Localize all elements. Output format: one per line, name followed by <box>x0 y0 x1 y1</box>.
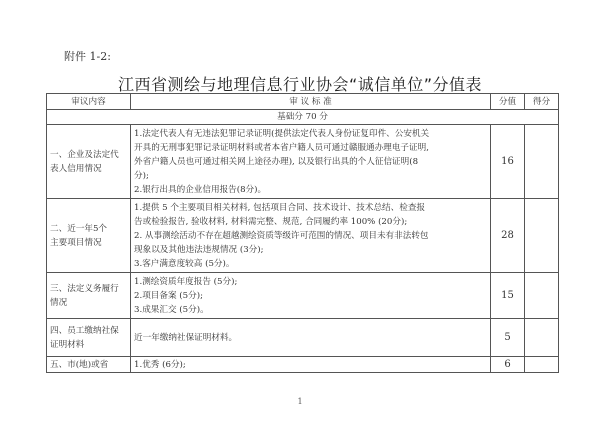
table-row <box>47 357 559 373</box>
table-row <box>47 319 559 357</box>
row-score: 28 <box>491 199 525 273</box>
row-category: 三、法定义务履行 情况 <box>47 273 131 319</box>
row-criteria: 近一年缴纳社保证明材料。 <box>131 319 491 357</box>
row-score: 15 <box>491 273 525 319</box>
row-criteria: 1.法定代表人有无违法犯罪记录证明(提供法定代表人身份证复印件、公安机关 开具的无刑事犯罪记录证明材料或者本省户籍人员可通过赣服通办理电子证明, 外省户籍人员也可通过相关网上途径办理), 以及银行出具的个人征信证明(8 分); 2.银行出具的企业信用报告(8分)。 <box>131 125 491 199</box>
attachment-label: 附件 1-2: <box>64 50 111 63</box>
row-category: 一、企业及法定代 表人信用情况 <box>47 125 131 199</box>
row-obtained[interactable] <box>525 273 559 319</box>
header-score: 分值 <box>491 94 525 110</box>
row-category: 二、近一年5个 主要项目情况 <box>47 199 131 273</box>
page-number: 1 <box>297 397 303 406</box>
row-score: 6 <box>491 357 525 373</box>
table-row <box>47 273 559 319</box>
row-criteria: 1.测绘资质年度报告 (5分); 2.项目备案 (5分); 3.成果汇交 (5分)。 <box>131 273 491 319</box>
base-score-band: 基础分 70 分 <box>47 110 559 125</box>
header-standard: 审 议 标 准 <box>131 94 491 110</box>
row-obtained[interactable] <box>525 199 559 273</box>
row-score: 16 <box>491 125 525 199</box>
row-criteria: 1.优秀 (6分); <box>131 357 491 373</box>
row-criteria: 1.提供 5 个主要项目相关材料, 包括项目合同、技术设计、技术总结、检查报 告或检验报告, 验收材料, 材料需完整、规范, 合同履约率 100% (20分); 2. 从事测绘活动不存在超越测绘资质等级许可范围的情况、项目未有非法转包 现象以及其他违法违规情况 (3分); 3.客户满意度较高 (5分)。 <box>131 199 491 273</box>
score-table <box>46 93 559 373</box>
row-obtained[interactable] <box>525 357 559 373</box>
row-score: 5 <box>491 319 525 357</box>
row-category: 四、员工缴纳社保 证明材料 <box>47 319 131 357</box>
header-content: 审议内容 <box>47 94 131 110</box>
row-category: 五、市(地)或省 <box>47 357 131 373</box>
table-row <box>47 125 559 199</box>
row-obtained[interactable] <box>525 319 559 357</box>
table-row <box>47 199 559 273</box>
row-obtained[interactable] <box>525 125 559 199</box>
header-obtained: 得分 <box>525 94 559 110</box>
document-title: 江西省测绘与地理信息行业协会“诚信单位”分值表 <box>117 75 483 94</box>
